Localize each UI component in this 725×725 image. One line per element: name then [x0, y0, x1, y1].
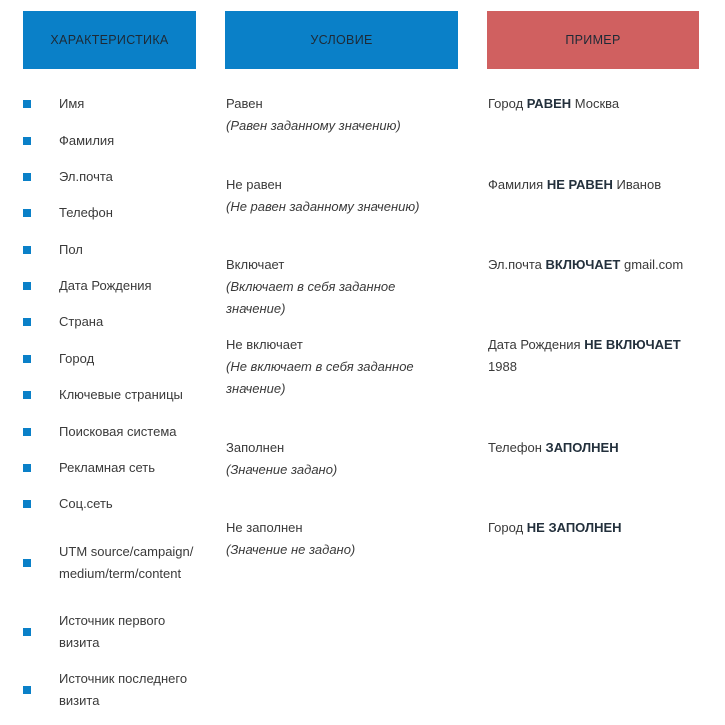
- example-item: [488, 517, 688, 539]
- square-bullet-icon: [23, 428, 31, 436]
- characteristic-label: Эл.почта: [59, 169, 113, 184]
- characteristic-label: Источник последнего визита: [59, 671, 188, 708]
- characteristic-label: UTM source/campaign/medium/term/content: [59, 544, 194, 581]
- condition-item: [226, 517, 426, 561]
- square-bullet-icon: [23, 209, 31, 217]
- condition-item: [226, 334, 426, 400]
- characteristic-item: [23, 457, 199, 479]
- example-operator: НЕ ЗАПОЛНЕН: [526, 520, 622, 535]
- condition-note: (Включает в себя заданное значение): [226, 279, 396, 316]
- characteristic-label: Рекламная сеть: [59, 460, 156, 475]
- square-bullet-icon: [23, 464, 31, 472]
- characteristic-item: [23, 166, 199, 188]
- square-bullet-icon: [23, 246, 31, 254]
- example-field: Город: [488, 520, 527, 535]
- condition-label: Заполнен: [226, 440, 285, 455]
- characteristic-item: [23, 530, 199, 596]
- example-value: Москва: [571, 96, 620, 111]
- square-bullet-icon: [23, 500, 31, 508]
- square-bullet-icon: [23, 282, 31, 290]
- characteristic-item: [23, 421, 199, 443]
- condition-item: [226, 254, 426, 320]
- condition-note: (Не равен заданному значению): [226, 199, 420, 214]
- characteristic-label: Ключевые страницы: [59, 387, 183, 402]
- characteristic-item: [23, 239, 199, 261]
- square-bullet-icon: [23, 100, 31, 108]
- condition-label: Не включает: [226, 337, 303, 352]
- condition-item: [226, 93, 426, 137]
- header-characteristic: ХАРАКТЕРИСТИКА: [23, 11, 196, 69]
- condition-note: (Значение задано): [226, 462, 338, 477]
- characteristic-item: [23, 610, 199, 654]
- example-field: Эл.почта: [488, 257, 546, 272]
- condition-note: (Значение не задано): [226, 542, 356, 557]
- characteristic-item: [23, 668, 199, 712]
- characteristic-item: [23, 202, 199, 224]
- square-bullet-icon: [23, 137, 31, 145]
- example-item: [488, 93, 688, 115]
- characteristic-label: Телефон: [59, 205, 113, 220]
- example-item: [488, 334, 688, 378]
- example-operator: ВКЛЮЧАЕТ: [545, 257, 621, 272]
- example-field: Телефон: [488, 440, 546, 455]
- condition-item: [226, 437, 426, 481]
- example-field: Фамилия: [488, 177, 547, 192]
- example-value: gmail.com: [620, 257, 684, 272]
- example-operator: НЕ ВКЛЮЧАЕТ: [584, 337, 681, 352]
- example-item: [488, 437, 688, 459]
- example-field: Город: [488, 96, 527, 111]
- example-operator: РАВЕН: [526, 96, 572, 111]
- example-operator: ЗАПОЛНЕН: [545, 440, 619, 455]
- example-field: Дата Рождения: [488, 337, 585, 352]
- characteristic-label: Имя: [59, 96, 85, 111]
- characteristic-item: [23, 493, 199, 515]
- square-bullet-icon: [23, 355, 31, 363]
- example-operator: НЕ РАВЕН: [546, 177, 613, 192]
- example-value: Иванов: [612, 177, 662, 192]
- condition-note: (Равен заданному значению): [226, 118, 401, 133]
- characteristic-label: Страна: [59, 314, 104, 329]
- condition-item: [226, 174, 426, 218]
- condition-label: Не равен: [226, 177, 282, 192]
- header-example: ПРИМЕР: [487, 11, 699, 69]
- example-item: [488, 174, 688, 196]
- characteristic-item: [23, 93, 199, 115]
- characteristic-item: [23, 384, 199, 406]
- characteristic-label: Соц.сеть: [59, 496, 113, 511]
- characteristic-label: Пол: [59, 242, 83, 257]
- characteristic-label: Источник первого визита: [59, 613, 166, 650]
- condition-note: (Не включает в себя заданное значение): [226, 359, 414, 396]
- square-bullet-icon: [23, 628, 31, 636]
- header-condition: УСЛОВИЕ: [225, 11, 458, 69]
- square-bullet-icon: [23, 686, 31, 694]
- characteristic-item: [23, 311, 199, 333]
- condition-label: Равен: [226, 96, 263, 111]
- square-bullet-icon: [23, 173, 31, 181]
- square-bullet-icon: [23, 318, 31, 326]
- square-bullet-icon: [23, 391, 31, 399]
- example-item: [488, 254, 688, 276]
- square-bullet-icon: [23, 559, 31, 567]
- characteristic-label: Поисковая система: [59, 424, 177, 439]
- characteristic-label: Дата Рождения: [59, 278, 152, 293]
- condition-label: Не заполнен: [226, 520, 303, 535]
- characteristic-item: [23, 130, 199, 152]
- characteristic-label: Город: [59, 351, 95, 366]
- characteristic-label: Фамилия: [59, 133, 115, 148]
- characteristic-item: [23, 275, 199, 297]
- example-value: 1988: [488, 359, 517, 374]
- condition-label: Включает: [226, 257, 285, 272]
- characteristic-item: [23, 348, 199, 370]
